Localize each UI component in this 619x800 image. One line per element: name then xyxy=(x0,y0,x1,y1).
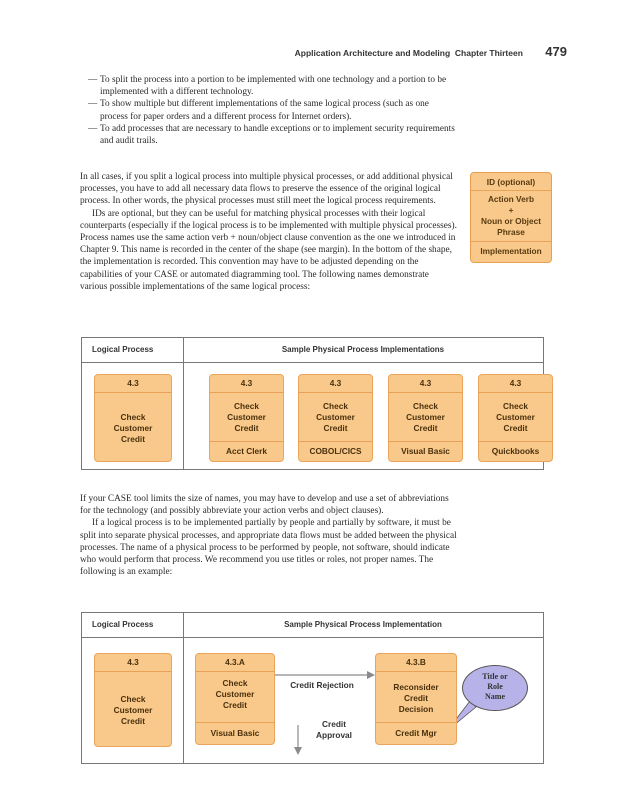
col-physical-process: Sample Physical Process Implementation xyxy=(284,620,442,629)
physical-process-shape: 4.3 Check Customer Credit COBOL/CICS xyxy=(298,374,373,462)
chapter-label: Chapter Thirteen xyxy=(454,48,523,58)
implementation-label: Acct Clerk xyxy=(225,446,268,456)
physical-process-shape: 4.3 Check Customer Credit Acct Clerk xyxy=(209,374,284,462)
margin-process-shape xyxy=(470,172,552,263)
paragraph: If a logical process is to be implemented partially by people and partially by software, it must be split into separate physical processes, and appropriate data flows must be added between the physical processes. The name of a physical process to be performed by people, not software, should indicate who would perform that process. We recommend you use titles or roles, not proper names. The following is an example: xyxy=(80,518,457,578)
bullet-item: — To split the process into a portion to be implemented with one technology and a portion to be implemented with a different technology. xyxy=(88,75,447,98)
arrowhead-icon xyxy=(367,671,375,679)
paragraph: IDs are optional, but they can be useful for matching physical processes with their logical counterparts (especially if the logical process is to be implemented with multiple physical processes). Process names use the same action verb + noun/object clause convention as the one we introduced in Chapter 9. This name is recorded in the center of the shape (see margin). In the bottom of the shape, the implementation is recorded. This convention may have to be adjusted depending on the capabilities of your CASE or automated diagramming tool. The following names demonstrate various possible implementations of the same logical process: xyxy=(80,208,457,292)
physical-process-shape: 4.3 Check Customer Credit Quickbooks xyxy=(478,374,553,462)
physical-process-shape-b: 4.3.B Reconsider Credit Decision Credit Mgr xyxy=(375,653,457,745)
shape-id-label: ID (optional) xyxy=(486,177,536,187)
bullet-item: — To show multiple but different implementations of the same logical process (such as one process for paper orders and a different process for Internet orders). xyxy=(88,99,429,122)
running-header xyxy=(295,44,567,59)
shape-plus-label: + xyxy=(508,205,514,215)
running-title: Application Architecture and Modeling xyxy=(294,48,451,58)
col-physical-processes: Sample Physical Process Implementations xyxy=(281,345,445,354)
physical-process-shape-a: 4.3.A Check Customer Credit Visual Basic xyxy=(195,653,275,745)
shape-verb-label: Action Verb xyxy=(487,194,535,204)
implementation-label: Credit Mgr xyxy=(395,728,437,738)
table-header xyxy=(82,338,543,363)
bullet-list xyxy=(88,74,458,147)
paragraph-block-1 xyxy=(80,171,458,293)
role-callout-bubble: Title or Role Name xyxy=(462,665,528,711)
flow-label-approval-1: Credit xyxy=(322,719,346,729)
paragraph: In all cases, if you split a logical process into multiple physical processes, or add additional physical processes, you have to add all necessary data flows to preserve the essence of the original logical process. In other words, the physical processes must still meet the logical process requirements. xyxy=(80,172,453,207)
implementation-label: Quickbooks xyxy=(491,446,540,456)
col-logical-process: Logical Process xyxy=(92,620,154,629)
paragraph-block-2 xyxy=(80,493,458,578)
bullet-item: — To add processes that are necessary to handle exceptions or to implement security requirements and audit trails. xyxy=(88,123,455,147)
shape-noun-label: Noun or Object xyxy=(481,216,541,226)
physical-process-shape: 4.3 Check Customer Credit Visual Basic xyxy=(388,374,463,462)
paragraph: If your CASE tool limits the size of names, you may have to develop and use a set of abbreviations for the technology (and possibly abbreviate your action verbs and object clauses). xyxy=(80,494,449,517)
shape-impl-label: Implementation xyxy=(480,246,542,256)
implementation-label: Visual Basic xyxy=(401,446,450,456)
flow-label-rejection: Credit Rejection xyxy=(290,680,354,690)
implementations-table xyxy=(81,337,544,470)
logical-process-shape: 4.3 Check Customer Credit xyxy=(94,374,172,462)
col-logical-process: Logical Process xyxy=(92,345,154,354)
implementation-label: COBOL/CICS xyxy=(309,446,362,456)
shape-phrase-label: Phrase xyxy=(497,227,525,237)
flow-label-approval-2: Approval xyxy=(316,730,352,740)
page-number: 479 xyxy=(545,44,567,59)
logical-process-shape: 4.3 Check Customer Credit xyxy=(94,653,172,747)
implementation-label: Visual Basic xyxy=(210,728,260,738)
arrowhead-icon xyxy=(294,747,302,755)
